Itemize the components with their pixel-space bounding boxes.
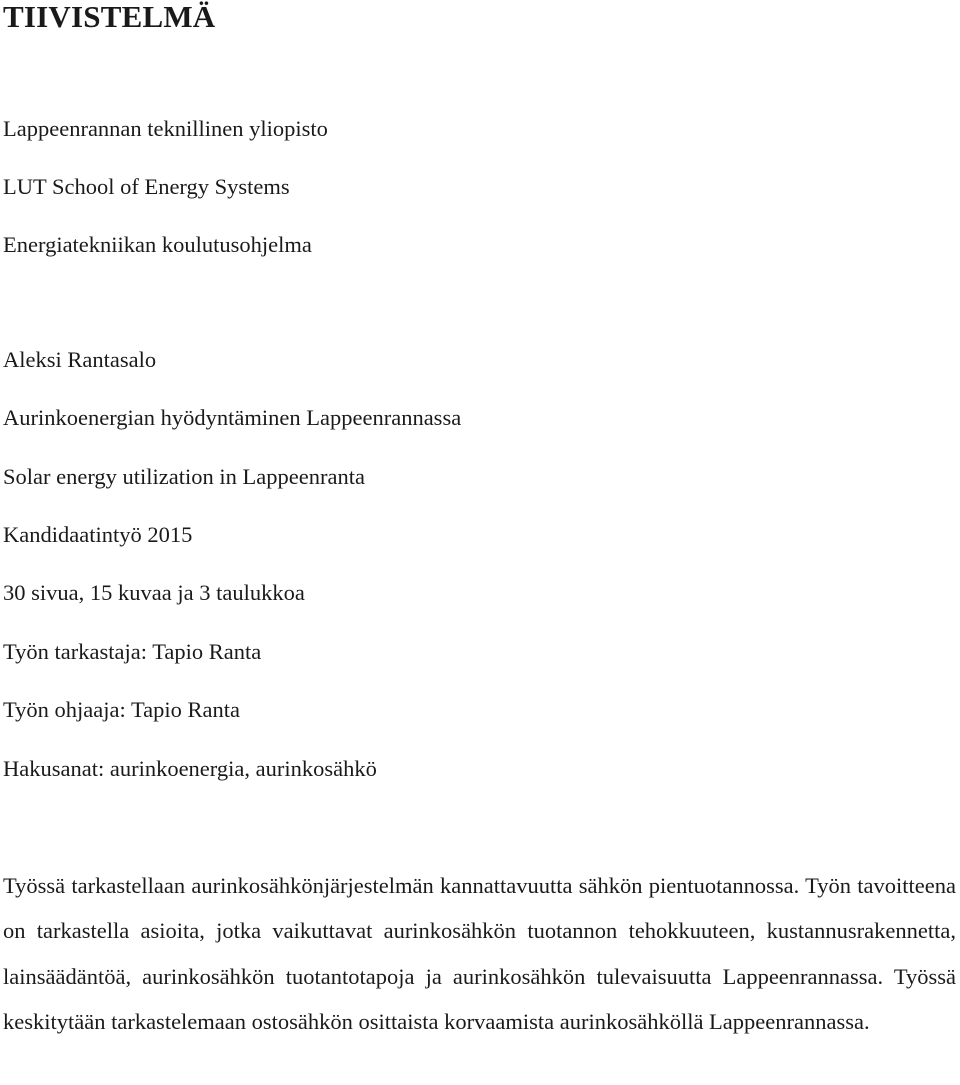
examiner: Työn tarkastaja: Tapio Ranta (3, 639, 262, 664)
degree-programme: Energiatekniikan koulutusohjelma (3, 232, 312, 257)
university-name: Lappeenrannan teknillinen yliopisto (3, 116, 328, 141)
keywords: Hakusanat: aurinkoenergia, aurinkosähkö (3, 756, 377, 781)
thesis-title-fi: Aurinkoenergian hyödyntäminen Lappeenrannassa (3, 405, 462, 430)
page-count: 30 sivua, 15 kuvaa ja 3 taulukkoa (3, 580, 305, 605)
thesis-title-en: Solar energy utilization in Lappeenranta (3, 464, 365, 489)
supervisor: Työn ohjaaja: Tapio Ranta (3, 697, 240, 722)
school-name: LUT School of Energy Systems (3, 174, 290, 199)
author-name: Aleksi Rantasalo (3, 347, 157, 372)
thesis-type-year: Kandidaatintyö 2015 (3, 522, 193, 547)
page-title: TIIVISTELMÄ (3, 0, 216, 34)
abstract-text: Työssä tarkastellaan aurinkosähkönjärjestelmän kannattavuutta sähkön pientuotannossa. Työn tavoitteena on tarkastella asioita, jotka vaikuttavat aurinkosähkön tuotannon tehokkuuteen, kustannusrakennetta, lainsäädäntöä, aurinkosähkön tuotantotapoja ja aurinkosähkön tulevaisuutta Lappeenrannassa. Työssä keskitytään tarkastelemaan ostosähkön osittaista korvaamista aurinkosähköllä Lappeenrannassa. (3, 873, 956, 1034)
